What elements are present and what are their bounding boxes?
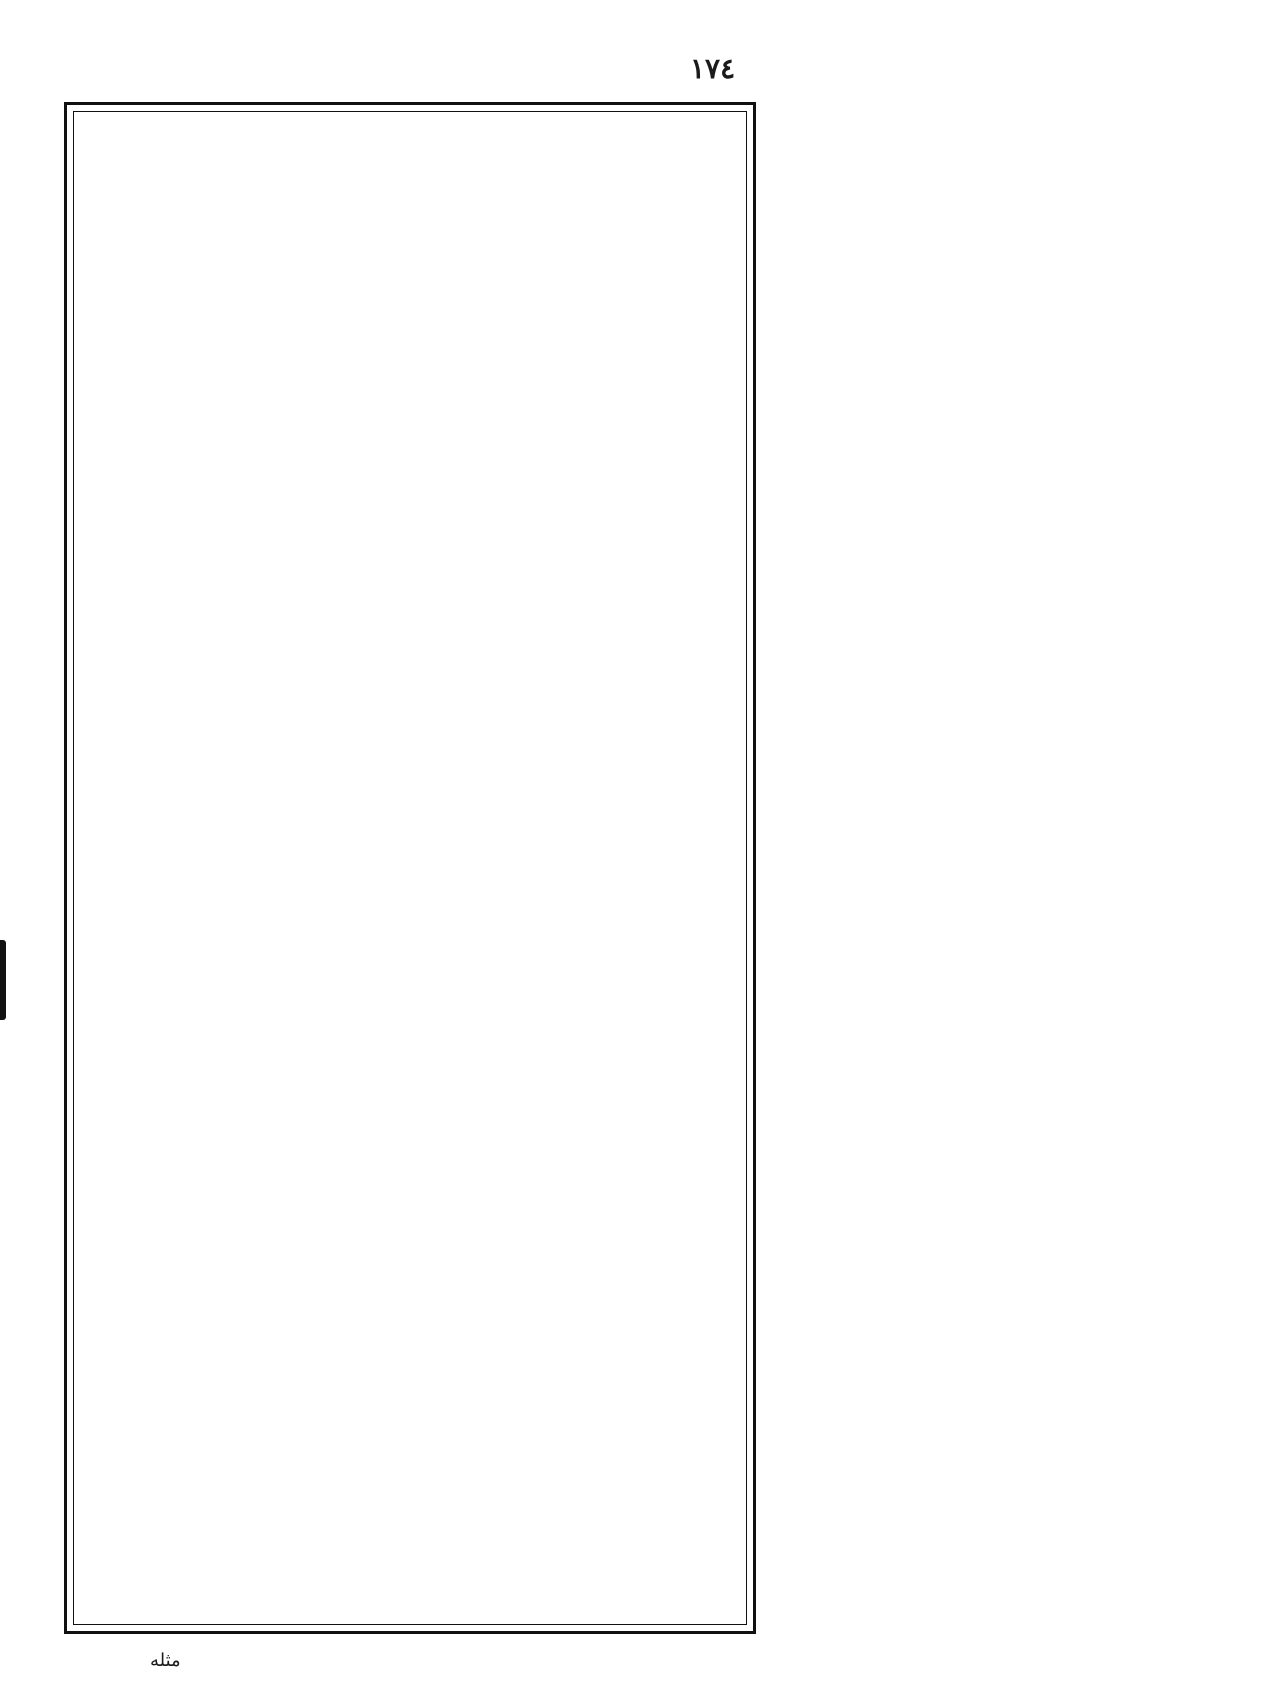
main-text-body xyxy=(81,115,739,1621)
margin-note-3 xyxy=(901,1290,1220,1318)
binding-edge-mark xyxy=(0,940,6,1020)
page-number: ١٧٤ xyxy=(690,52,736,85)
main-text-frame xyxy=(64,102,756,1634)
catchword: مثله xyxy=(150,1650,181,1671)
margin-note-2 xyxy=(814,438,1220,495)
margin-note-1 xyxy=(845,232,1220,291)
